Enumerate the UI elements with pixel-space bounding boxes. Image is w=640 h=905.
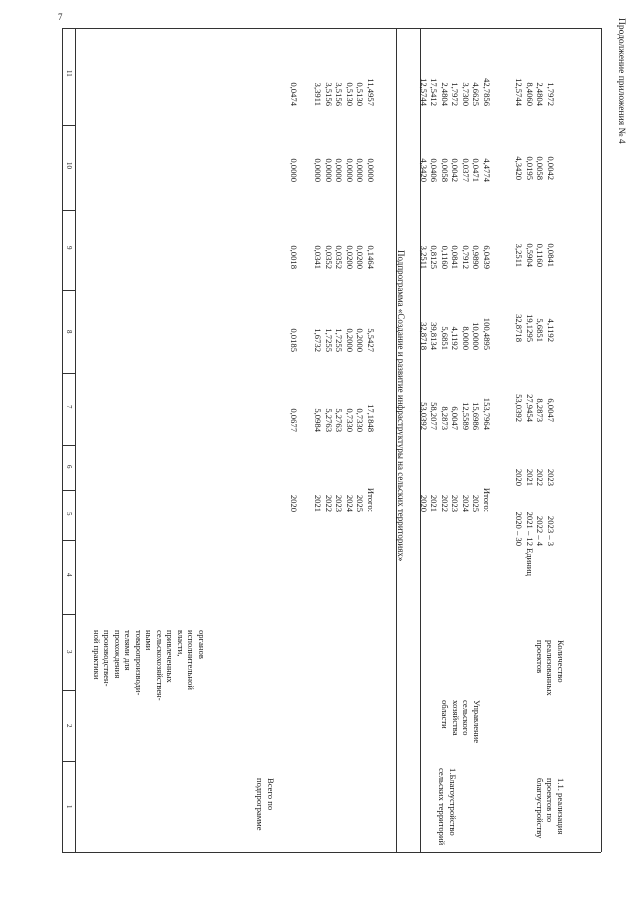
projects-unit: Единиц [525,548,535,577]
value-cell: 3,5156 [334,82,345,106]
value-cell: 0,0406 [429,158,440,182]
value-cell: 0,5130 [355,82,366,106]
value-cell: 4,3420 [514,156,525,180]
value-cell: 0,0185 [289,328,299,352]
value-cell: 0,5904 [525,243,535,267]
projects-col10 [514,128,556,180]
column-number: 4 [65,573,73,577]
column-number: 2 [65,724,73,728]
value-cell: 3,2511 [419,245,429,269]
value-cell: 5,0984 [313,408,324,432]
value-cell: 53,0392 [514,394,525,422]
col-border [62,210,76,211]
improvement-col7 [419,370,493,430]
value-cell: 1,7255 [334,328,345,352]
year-cell: 2025 [471,494,482,512]
text-line: 1.1. реализация [556,778,566,835]
column-number: 10 [65,162,73,169]
text-line: подпрограмме [255,778,266,831]
first-block-col9 [289,215,377,269]
projects-name [535,778,567,858]
year-cell: 2020 [419,494,429,512]
projects-indicator [535,640,567,720]
value-cell: 0,0200 [345,245,355,269]
value-cell: 27,9454 [525,394,535,422]
text-line: благоустройству [535,778,545,839]
text-line: телями для [123,630,134,671]
continuation-caption: Продолжение приложения № 4 [616,18,626,144]
value-cell: 1,7255 [324,328,334,352]
col-border [62,125,76,126]
value-cell: 0,0058 [440,158,450,182]
value-cell: 4,3420 [419,158,429,182]
column-number: 8 [65,330,73,334]
value-cell: 4,4774 [482,158,492,182]
value-cell: 3,2511 [514,243,525,267]
year-cell: Итого: [482,487,492,512]
text-line: сельского [461,700,472,736]
text-line: привлеченных [165,630,176,683]
value-cell: 12,5744 [514,78,525,106]
text-line: товаропроизводи- [134,630,144,696]
year-cell: 2023 [546,468,556,486]
projects-col8 [514,290,556,342]
text-line: исполнительной [186,630,197,690]
value-cell: 0,0377 [461,158,471,182]
value-cell: 0,0000 [334,158,345,182]
improvement-col10 [419,128,493,182]
grid-left-line [62,28,63,852]
year-cell: 2024 [345,494,355,512]
col-border [62,690,76,691]
text-line: реализованных [545,640,556,696]
text-line: власти, [176,630,186,657]
value-cell: 0,0000 [324,158,334,182]
text-line: проектов по [545,778,556,823]
value-cell: 19,1295 [525,314,535,342]
value-cell: 1,7972 [450,82,461,106]
value-cell: 17,5412 [429,78,440,106]
plan-cell: 2023 – 3 [546,515,556,546]
column-number: 11 [65,70,73,77]
text-line: сельскохозяйствен- [155,630,165,701]
value-cell: 0,5130 [345,82,355,106]
text-line: органов [197,630,207,659]
total-label [255,778,276,848]
value-cell: 0,0000 [313,158,324,182]
value-cell: 0,0471 [471,158,482,182]
value-cell: 0,0195 [525,156,535,180]
grid-header-line [75,28,76,852]
year-cell: 2025 [355,494,366,512]
value-cell: 8,2873 [440,406,450,430]
column-number: 5 [65,512,73,516]
value-cell: 32,8718 [514,314,525,342]
value-cell: 0,0341 [313,245,324,269]
value-cell: 0,0042 [546,156,556,180]
text-line: сельских территорий [437,768,448,846]
value-cell: 4,6625 [471,82,482,106]
grid-right-line [601,28,602,852]
plan-cell: 2022 – 4 [535,515,546,546]
year-cell: 2020 [514,468,525,486]
text-line: 1.Благоустройство [448,768,458,836]
subprogram-title: Подпрограмма «Создание и развитие инфраструктуры на сельских территориях» [396,250,406,562]
year-cell: 2021 [525,468,535,486]
value-cell: 10,0000 [471,322,482,350]
value-cell: 39,8134 [429,322,440,350]
improvement-col8 [419,290,493,350]
value-cell: 0,0000 [345,158,355,182]
column-number: 7 [65,405,73,409]
projects-col11 [514,50,556,106]
improvement-years [419,458,493,512]
grid-top-line [62,28,601,29]
text-line: производствен- [102,630,113,687]
value-cell: 8,0000 [461,326,471,350]
value-cell: 4,1192 [450,326,461,350]
value-cell: 6,0439 [482,245,492,269]
value-cell: 0,0000 [366,158,376,182]
value-cell: 5,2763 [324,408,334,432]
value-cell: 12,5589 [461,402,471,430]
value-cell: 2,4804 [535,82,546,106]
text-line: прохождения [113,630,123,679]
column-number: 9 [65,246,73,250]
value-cell: 17,1848 [366,404,376,432]
col-border [62,445,76,446]
improvement-executor [440,700,482,760]
year-cell: 2022 [535,468,546,486]
value-cell: 58,2077 [429,402,440,430]
text-line: области [440,700,451,729]
value-cell: 0,2000 [355,328,366,352]
value-cell: 0,7330 [345,408,355,432]
col-border [62,490,76,491]
column-number: 3 [65,650,73,654]
value-cell: 0,0352 [324,245,334,269]
value-cell: 153,7964 [482,397,492,430]
page-number: 7 [58,12,63,22]
value-cell: 0,0042 [450,158,461,182]
value-cell: 0,0058 [535,156,546,180]
value-cell: 5,5427 [366,328,376,352]
text-line: Количество [556,640,566,683]
value-cell: 0,0018 [289,245,299,269]
text-line: Всего по [266,778,276,811]
text-line: Управление [472,700,482,744]
text-line: ной практики [92,630,102,680]
value-cell: 3,5156 [324,82,334,106]
col-border [62,614,76,615]
first-block-col8 [289,298,377,352]
value-cell: 5,6851 [440,326,450,350]
value-cell: 1,7972 [546,82,556,106]
value-cell: 2,4804 [440,82,450,106]
year-cell: 2024 [461,494,471,512]
value-cell: 53,0392 [419,402,429,430]
value-cell: 0,0677 [289,408,299,432]
improvement-col11 [419,50,493,106]
value-cell: 12,5744 [419,78,429,106]
year-cell: 2023 [450,494,461,512]
column-number: 6 [65,465,73,469]
value-cell: 0,9890 [471,245,482,269]
plan-cell: 2021 – 12 [525,511,535,546]
first-block-col10 [289,128,377,182]
value-cell: 0,0000 [289,158,299,182]
value-cell: 6,0047 [450,406,461,430]
value-cell: 6,0047 [546,398,556,422]
value-cell: 0,7330 [355,408,366,432]
plan-cell: 2020 – 30 [514,511,525,546]
value-cell: 8,4060 [525,82,535,106]
col-border [62,373,76,374]
value-cell: 42,7856 [482,78,492,106]
projects-col9 [514,215,556,267]
value-cell: 0,0200 [355,245,366,269]
col-border [62,761,76,762]
value-cell: 5,6851 [535,318,546,342]
value-cell: 11,4957 [366,78,376,106]
value-cell: 0,1160 [535,243,546,267]
improvement-col9 [419,215,493,269]
value-cell: 0,0352 [334,245,345,269]
projects-plan [514,494,556,546]
text-line: проектов [535,640,545,674]
value-cell: 0,1464 [366,245,376,269]
first-block-col7 [289,378,377,432]
year-cell: 2021 [313,494,324,512]
value-cell: 0,7912 [461,245,471,269]
value-cell: 5,2763 [334,408,345,432]
value-cell: 0,0841 [546,243,556,267]
improvement-name [437,768,458,858]
text-line: ными [144,630,155,651]
text-line: хозяйства [451,700,461,736]
value-cell: 0,0474 [289,82,299,106]
year-cell: 2023 [334,494,345,512]
first-block-col11 [289,52,377,106]
first-block-years [289,458,377,512]
year-cell: 2020 [289,494,299,512]
col-border [62,290,76,291]
projects-years [514,458,556,486]
value-cell: 8,2873 [535,398,546,422]
value-cell: 0,0841 [450,245,461,269]
value-cell: 0,1160 [440,245,450,269]
value-cell: 3,7300 [461,82,471,106]
value-cell: 15,6986 [471,402,482,430]
value-cell: 32,8718 [419,322,429,350]
year-cell: 2021 [429,494,440,512]
year-cell: Итого: [366,487,376,512]
year-cell: 2022 [440,494,450,512]
column-number: 1 [65,805,73,809]
value-cell: 100,4895 [482,317,492,350]
organ-continuation [92,630,208,830]
value-cell: 0,2000 [345,328,355,352]
value-cell: 4,1192 [546,318,556,342]
value-cell: 0,8125 [429,245,440,269]
value-cell: 1,6732 [313,328,324,352]
value-cell: 0,0000 [355,158,366,182]
projects-col7 [514,370,556,422]
grid-bottom-line [62,852,601,853]
col-border [62,540,76,541]
year-cell: 2022 [324,494,334,512]
value-cell: 3,3911 [313,82,324,106]
